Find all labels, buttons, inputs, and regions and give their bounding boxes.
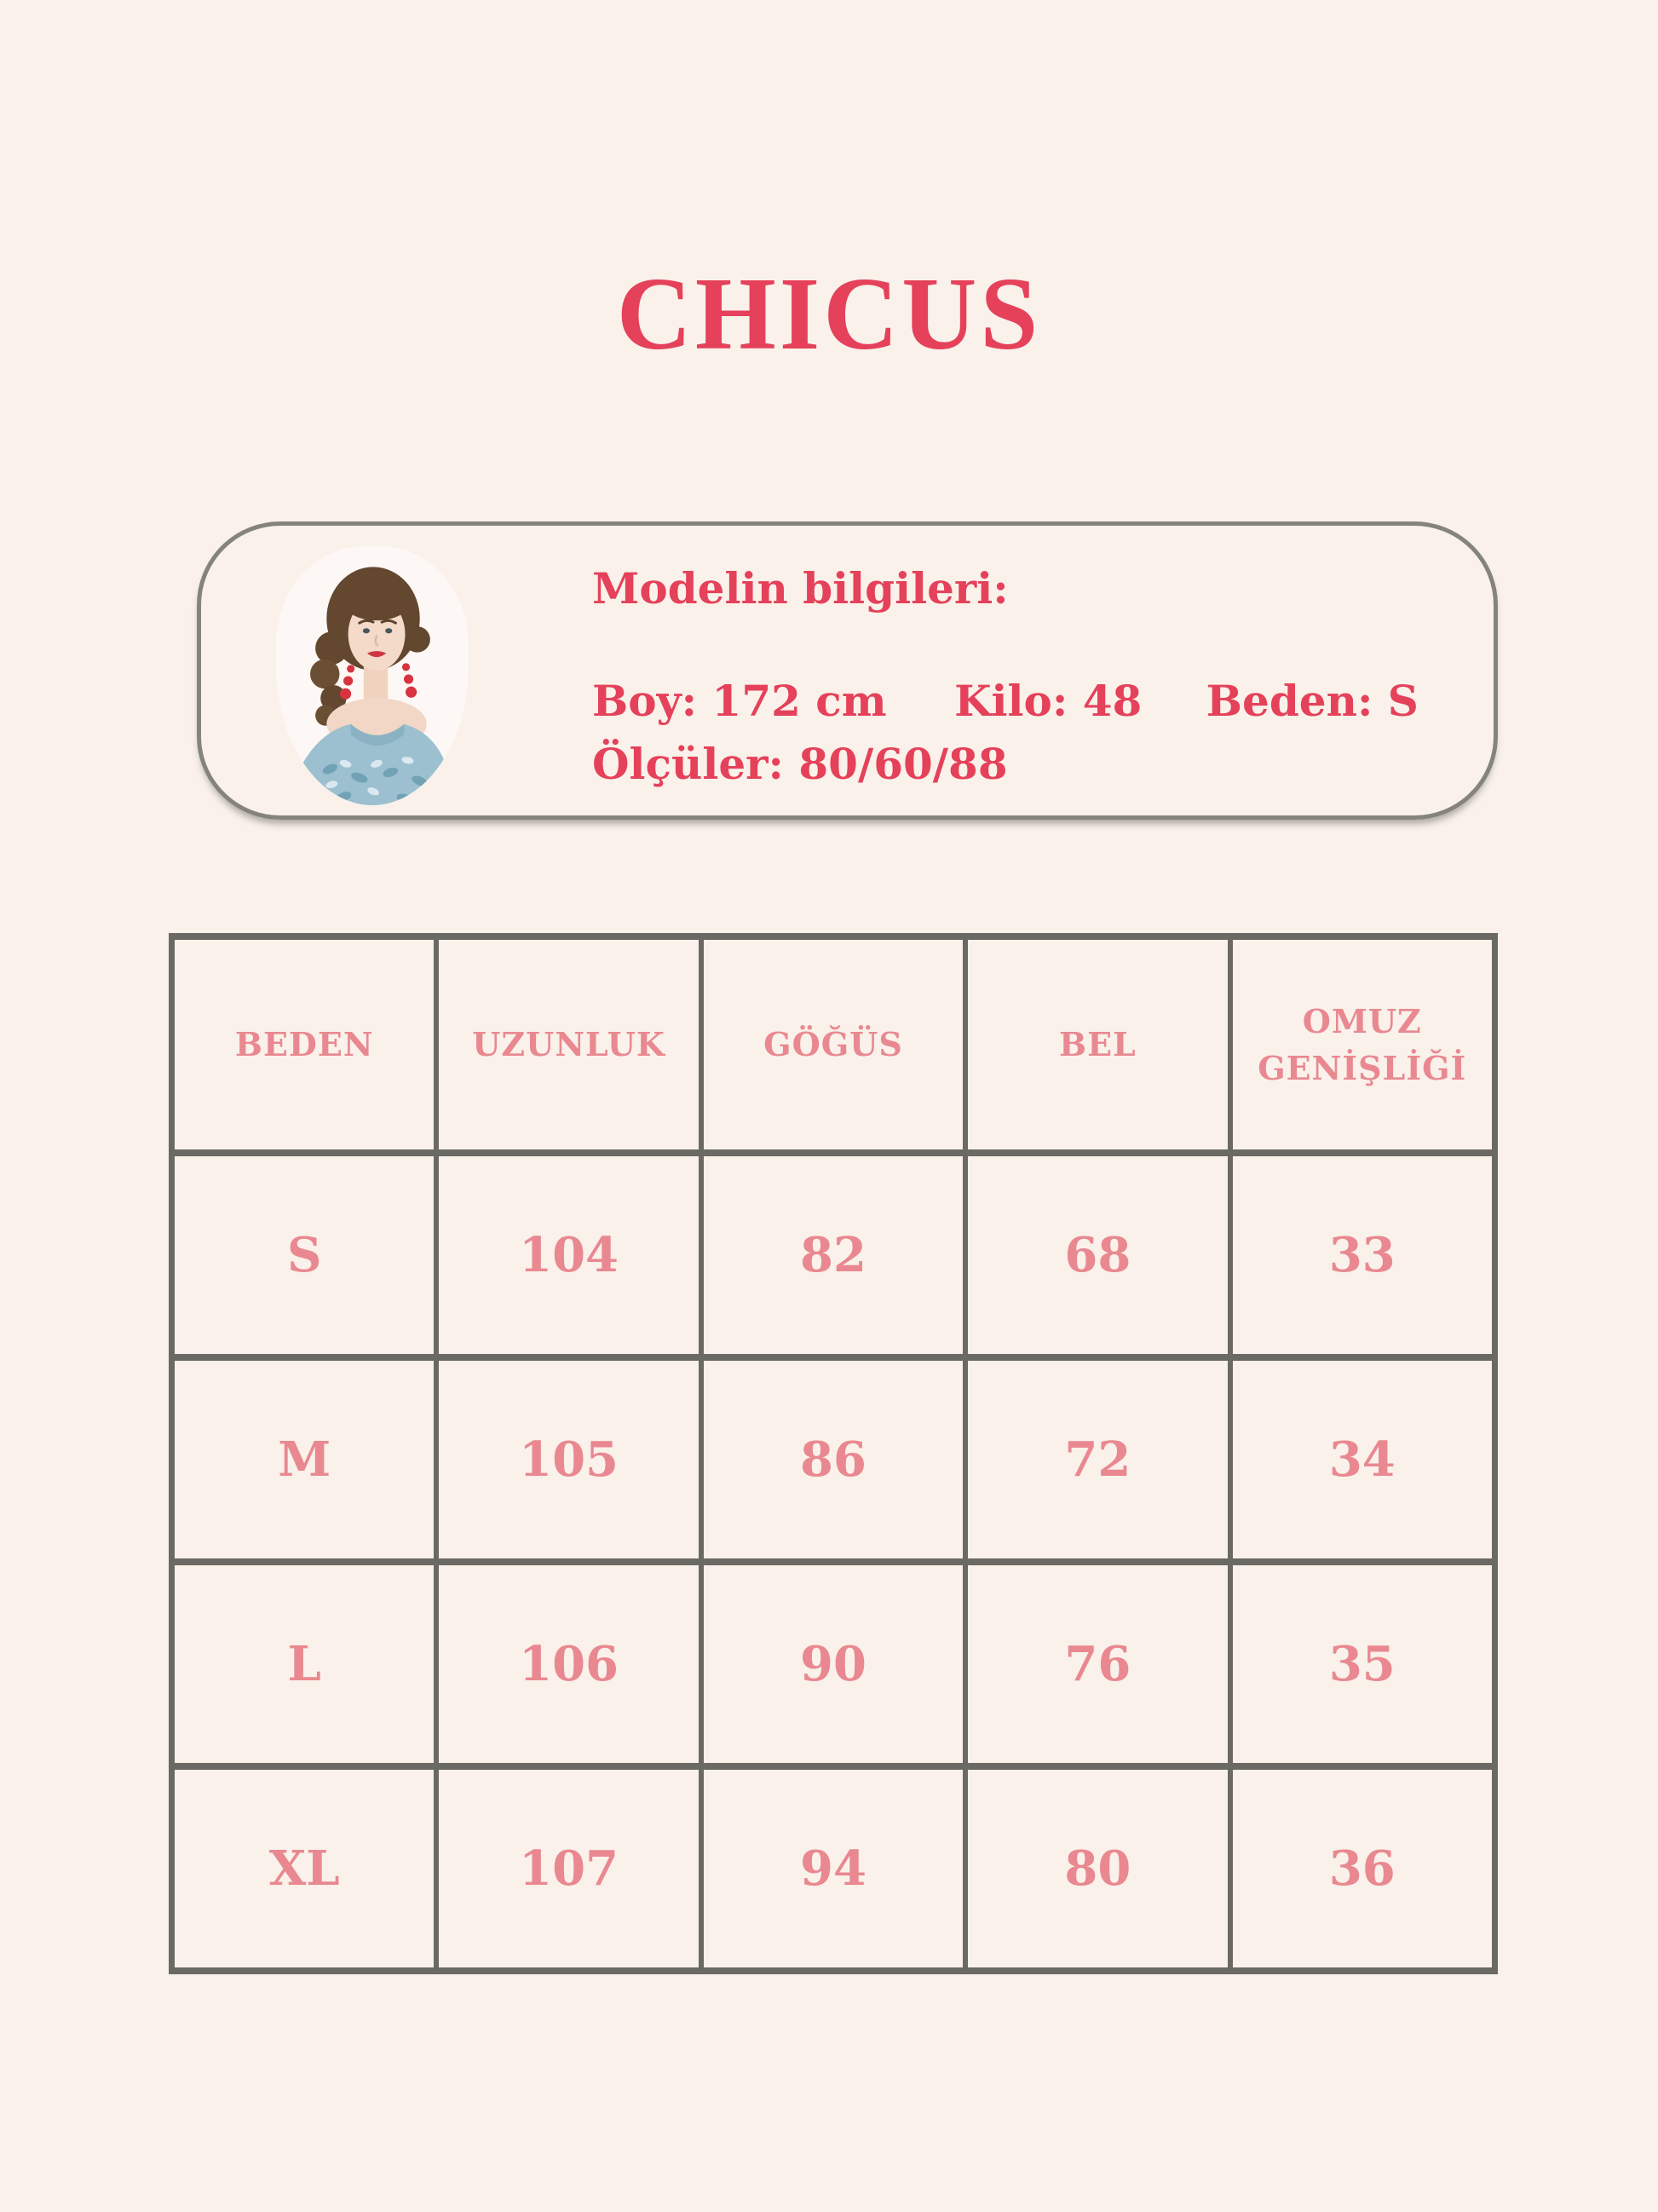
omuz-cell: 36 (1230, 1766, 1494, 1971)
bel-cell: 68 (965, 1153, 1229, 1357)
size-label-cell: S (172, 1153, 436, 1357)
gogus-cell: 94 (701, 1766, 965, 1971)
bel-cell: 76 (965, 1562, 1229, 1766)
omuz-cell: 33 (1230, 1153, 1494, 1357)
size-row-xl (172, 1766, 1494, 1971)
col-header-uzunluk: UZUNLUK (436, 936, 700, 1153)
col-header-omuz-genisligi: OMUZ GENİŞLİĞİ (1230, 936, 1494, 1153)
omuz-cell: 34 (1230, 1357, 1494, 1562)
model-photo (276, 546, 469, 805)
size-row-l (172, 1562, 1494, 1766)
uzunluk-cell: 104 (436, 1153, 700, 1357)
size-table (169, 933, 1498, 1974)
model-measurements: Ölçüler: 80/60/88 (592, 739, 1008, 789)
col-header-beden: BEDEN (172, 936, 436, 1153)
uzunluk-cell: 107 (436, 1766, 700, 1971)
omuz-cell: 35 (1230, 1562, 1494, 1766)
model-info-card (197, 521, 1498, 820)
col-header-gogus: GÖĞÜS (701, 936, 965, 1153)
col-header-bel: BEL (965, 936, 1229, 1153)
uzunluk-cell: 106 (436, 1562, 700, 1766)
model-height: Boy: 172 cm (592, 676, 887, 726)
size-row-m (172, 1357, 1494, 1562)
brand-title: CHICUS (616, 256, 1042, 372)
size-table-header-row (172, 936, 1494, 1153)
model-photo-illustration (276, 546, 469, 805)
bel-cell: 80 (965, 1766, 1229, 1971)
model-weight: Kilo: 48 (954, 676, 1143, 726)
bel-cell: 72 (965, 1357, 1229, 1562)
gogus-cell: 86 (701, 1357, 965, 1562)
model-info-heading: Modelin bilgileri: (592, 563, 1009, 613)
gogus-cell: 90 (701, 1562, 965, 1766)
gogus-cell: 82 (701, 1153, 965, 1357)
model-info-fields (592, 677, 1419, 724)
uzunluk-cell: 105 (436, 1357, 700, 1562)
size-label-cell: XL (172, 1766, 436, 1971)
size-label-cell: M (172, 1357, 436, 1562)
size-label-cell: L (172, 1562, 436, 1766)
size-row-s (172, 1153, 1494, 1357)
model-size: Beden: S (1206, 676, 1419, 726)
